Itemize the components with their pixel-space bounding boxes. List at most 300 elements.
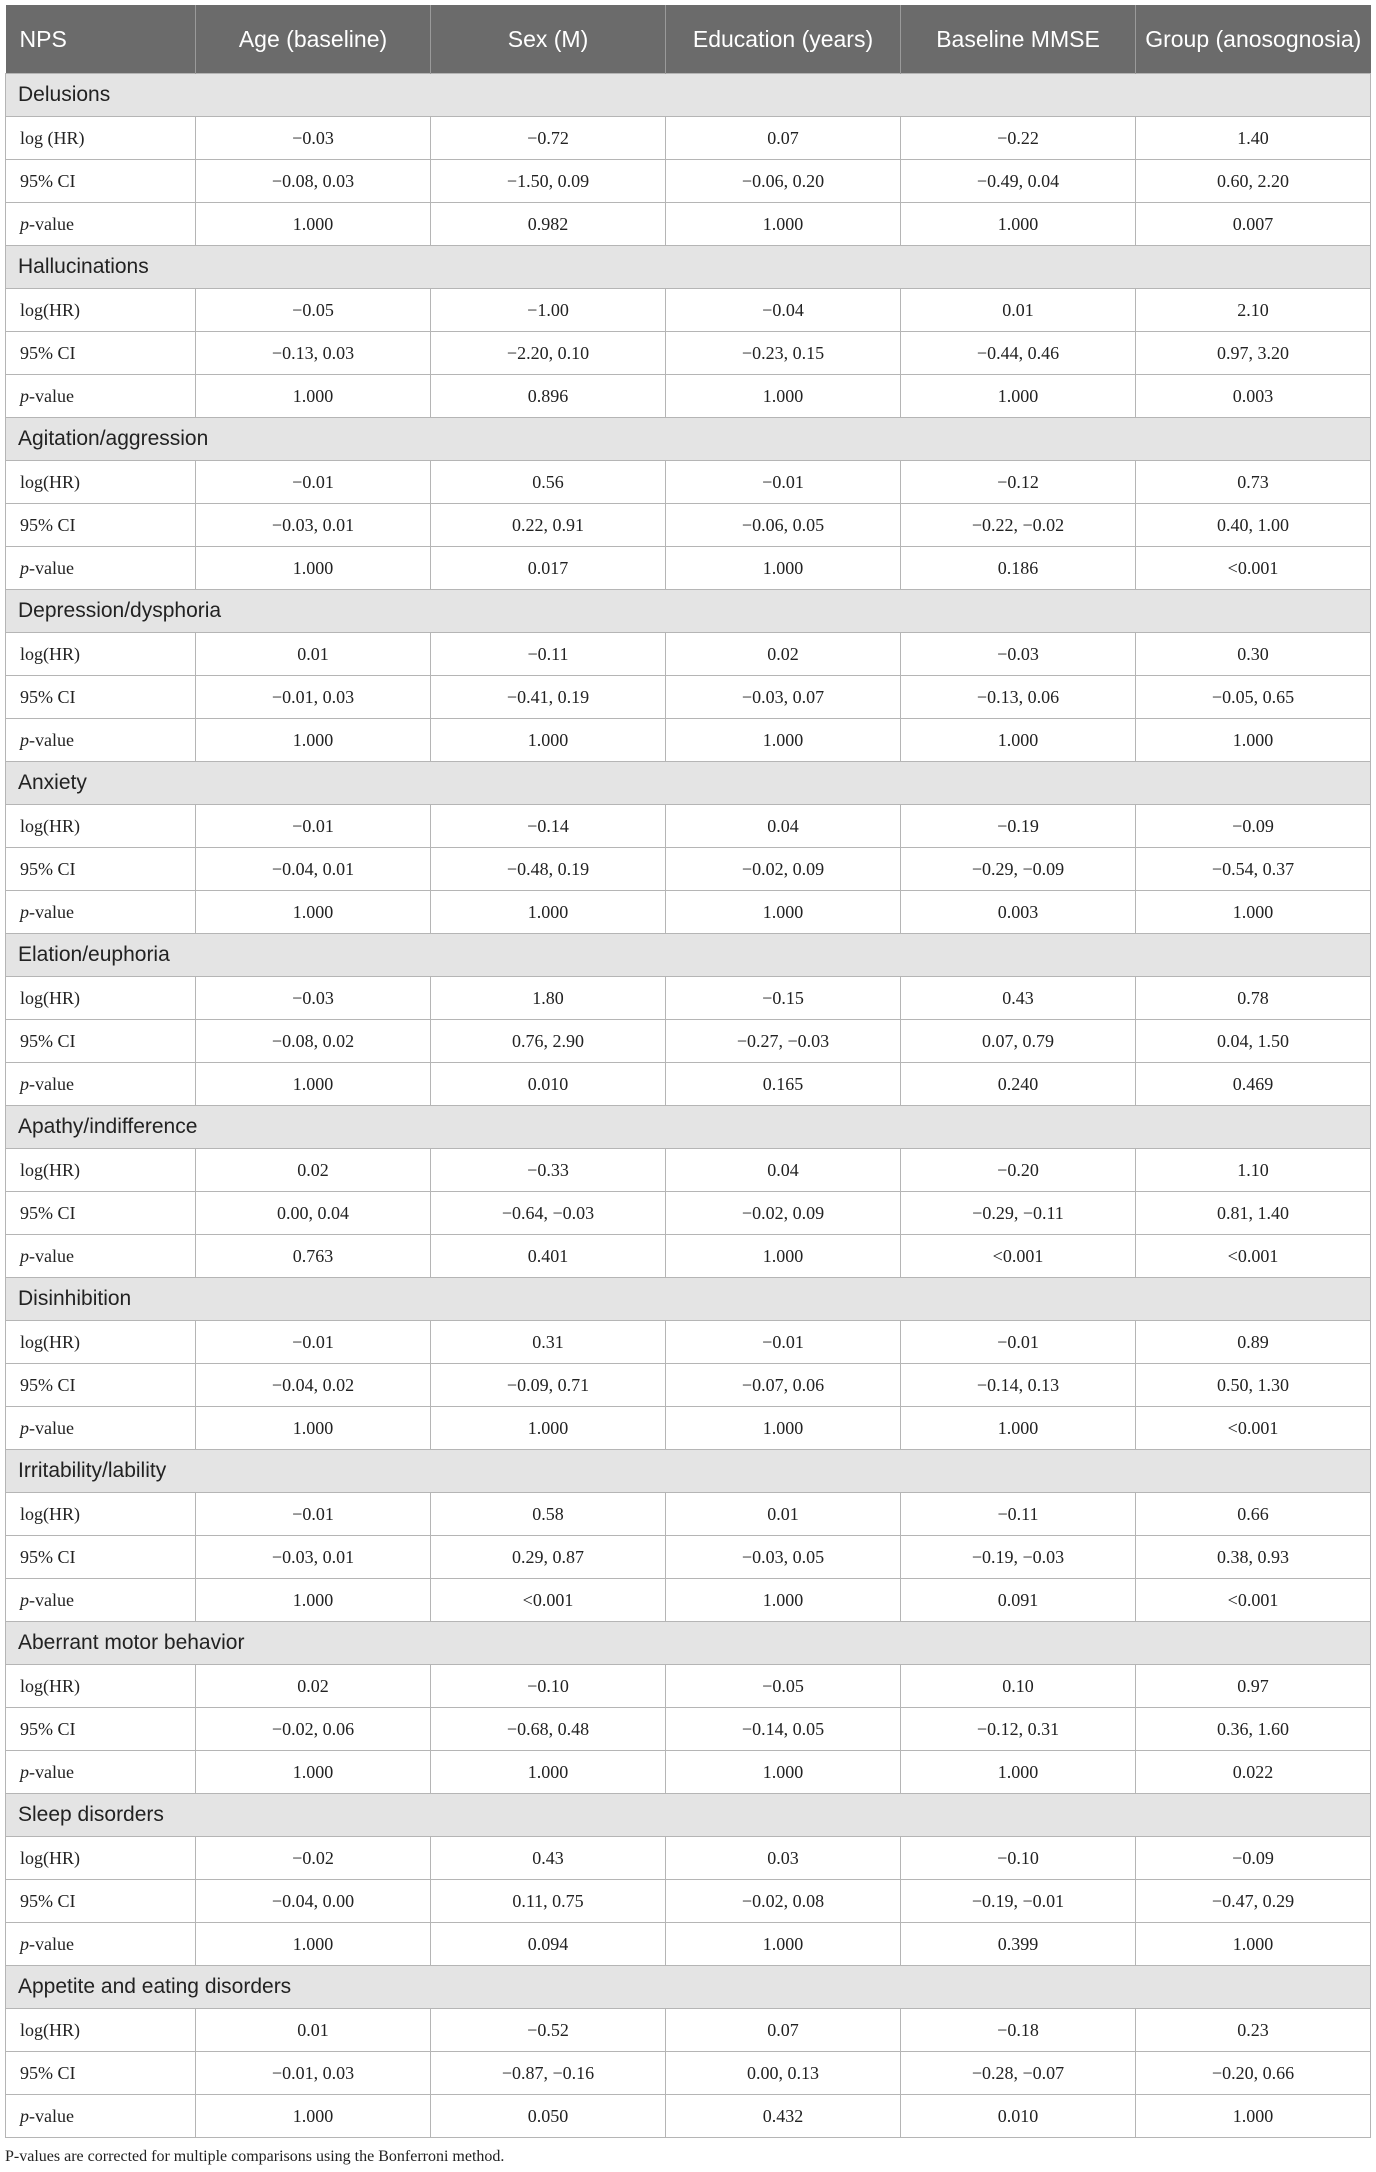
row-label [6,203,196,246]
row-label [6,891,196,934]
row-label [6,2095,196,2138]
table-cell: 1.10 [1136,1149,1371,1192]
table-cell: −0.68, 0.48 [431,1708,666,1751]
row-label [6,719,196,762]
table-cell: 0.04 [666,805,901,848]
row-label: log(HR) [6,1665,196,1708]
table-cell: 0.02 [196,1665,431,1708]
table-cell: 1.000 [431,719,666,762]
table-cell: −0.64, −0.03 [431,1192,666,1235]
table-row [6,1149,1371,1192]
row-label [6,1235,196,1278]
table-cell: −0.22, −0.02 [901,504,1136,547]
row-label-rest: -value [29,729,74,750]
table-row [6,1665,1371,1708]
table-cell: 0.003 [1136,375,1371,418]
table-row [6,332,1371,375]
row-label: log(HR) [6,805,196,848]
group-header-row [6,1622,1371,1665]
row-label-rest: -value [29,1417,74,1438]
row-label-italic: p [20,557,29,578]
row-label-rest: -value [29,1245,74,1266]
table-row [6,1493,1371,1536]
table-cell: −0.18 [901,2009,1136,2052]
table-cell: −0.09 [1136,805,1371,848]
table-row [6,1880,1371,1923]
table-cell: 1.000 [196,1751,431,1794]
table-cell: −2.20, 0.10 [431,332,666,375]
table-cell: 0.401 [431,1235,666,1278]
table-cell: −1.50, 0.09 [431,160,666,203]
header-cell: Baseline MMSE [901,5,1136,74]
table-row [6,2009,1371,2052]
table-cell: 1.000 [901,719,1136,762]
table-cell: 1.000 [431,1407,666,1450]
row-label-italic: p [20,729,29,750]
table-cell: 1.000 [196,1407,431,1450]
table-cell: 0.11, 0.75 [431,1880,666,1923]
header-cell: Sex (M) [431,5,666,74]
row-label [6,1923,196,1966]
table-cell: 1.000 [1136,719,1371,762]
table-cell: <0.001 [1136,1235,1371,1278]
table-cell: −0.47, 0.29 [1136,1880,1371,1923]
row-label: 95% CI [6,1880,196,1923]
table-cell: −0.05, 0.65 [1136,676,1371,719]
table-cell: 0.07 [666,2009,901,2052]
table-cell: −0.01 [196,805,431,848]
row-label: log(HR) [6,1321,196,1364]
table-cell: −0.11 [431,633,666,676]
table-cell: 1.000 [666,1235,901,1278]
row-label-italic: p [20,213,29,234]
table-cell: −0.01, 0.03 [196,2052,431,2095]
table-cell: −0.02, 0.08 [666,1880,901,1923]
table-cell: −0.48, 0.19 [431,848,666,891]
table-cell: −1.00 [431,289,666,332]
table-cell: 0.01 [666,1493,901,1536]
table-cell: −0.04, 0.02 [196,1364,431,1407]
table-cell: 0.03 [666,1837,901,1880]
group-header-row [6,1106,1371,1149]
table-cell: −0.13, 0.03 [196,332,431,375]
table-cell: 1.000 [196,547,431,590]
row-label: 95% CI [6,1192,196,1235]
table-cell: 0.22, 0.91 [431,504,666,547]
table-cell: 0.02 [666,633,901,676]
row-label: log(HR) [6,977,196,1020]
table-row [6,1364,1371,1407]
table-cell: −0.19, −0.01 [901,1880,1136,1923]
row-label: 95% CI [6,2052,196,2095]
table-cell: −0.12, 0.31 [901,1708,1136,1751]
table-cell: 1.000 [666,719,901,762]
table-cell: −0.49, 0.04 [901,160,1136,203]
row-label: log(HR) [6,1837,196,1880]
table-cell: 1.40 [1136,117,1371,160]
row-label: log(HR) [6,1149,196,1192]
table-cell: 0.56 [431,461,666,504]
table-cell: 1.000 [196,2095,431,2138]
table-cell: 1.000 [901,1751,1136,1794]
row-label: log(HR) [6,2009,196,2052]
table-cell: 0.38, 0.93 [1136,1536,1371,1579]
table-cell: 0.07 [666,117,901,160]
header-cell: Education (years) [666,5,901,74]
row-label-italic: p [20,1417,29,1438]
table-cell: 0.022 [1136,1751,1371,1794]
table-row [6,1923,1371,1966]
table-cell: −0.44, 0.46 [901,332,1136,375]
row-label-italic: p [20,385,29,406]
group-name: Sleep disorders [6,1794,1371,1837]
table-cell: −0.01 [901,1321,1136,1364]
table-cell: 0.29, 0.87 [431,1536,666,1579]
table-cell: −0.72 [431,117,666,160]
table-cell: −0.13, 0.06 [901,676,1136,719]
header-row [6,5,1371,74]
table-row [6,633,1371,676]
table-row [6,1579,1371,1622]
table-row [6,891,1371,934]
table-cell: 1.000 [196,1579,431,1622]
row-label-rest: -value [29,557,74,578]
table-row [6,1751,1371,1794]
table-cell: −0.29, −0.09 [901,848,1136,891]
table-cell: 1.000 [901,1407,1136,1450]
table-cell: 1.000 [1136,891,1371,934]
table-cell: <0.001 [901,1235,1136,1278]
table-row [6,1407,1371,1450]
table-cell: 0.00, 0.13 [666,2052,901,2095]
group-header-row [6,246,1371,289]
table-cell: 1.000 [666,1579,901,1622]
table-cell: 0.76, 2.90 [431,1020,666,1063]
table-row [6,1321,1371,1364]
table-cell: 0.763 [196,1235,431,1278]
table-cell: 0.091 [901,1579,1136,1622]
table-cell: −0.03 [196,977,431,1020]
row-label: log(HR) [6,289,196,332]
table-cell: 0.399 [901,1923,1136,1966]
group-header-row [6,74,1371,117]
row-label-rest: -value [29,213,74,234]
group-header-row [6,762,1371,805]
table-cell: 1.000 [196,375,431,418]
table-row [6,1192,1371,1235]
table-cell: 0.66 [1136,1493,1371,1536]
table-cell: −0.19 [901,805,1136,848]
table-cell: −0.02, 0.09 [666,1192,901,1235]
row-label: 95% CI [6,160,196,203]
group-header-row [6,1794,1371,1837]
table-cell: −0.03, 0.07 [666,676,901,719]
table-cell: 1.000 [666,375,901,418]
table-cell: 0.89 [1136,1321,1371,1364]
table-row [6,805,1371,848]
table-cell: 0.81, 1.40 [1136,1192,1371,1235]
table-cell: 1.000 [901,203,1136,246]
table-cell: −0.01 [666,461,901,504]
table-cell: −0.02, 0.06 [196,1708,431,1751]
row-label-rest: -value [29,2105,74,2126]
table-cell: −0.04, 0.01 [196,848,431,891]
table-cell: 0.982 [431,203,666,246]
table-cell: −0.09, 0.71 [431,1364,666,1407]
table-cell: 0.36, 1.60 [1136,1708,1371,1751]
row-label [6,375,196,418]
table-cell: 0.003 [901,891,1136,934]
table-cell: −0.29, −0.11 [901,1192,1136,1235]
table-row [6,504,1371,547]
table-cell: 1.000 [431,891,666,934]
table-cell: −0.03 [196,117,431,160]
table-cell: −0.14 [431,805,666,848]
table-cell: 0.07, 0.79 [901,1020,1136,1063]
table-cell: 1.000 [196,1063,431,1106]
row-label-rest: -value [29,1073,74,1094]
table-row [6,461,1371,504]
table-cell: 0.04 [666,1149,901,1192]
table-cell: <0.001 [1136,1407,1371,1450]
table-cell: 0.02 [196,1149,431,1192]
table-cell: <0.001 [1136,1579,1371,1622]
table-cell: 0.01 [196,633,431,676]
table-row [6,1063,1371,1106]
group-name: Disinhibition [6,1278,1371,1321]
table-cell: 1.000 [1136,1923,1371,1966]
table-row [6,1536,1371,1579]
table-cell: 0.01 [196,2009,431,2052]
table-cell: −0.28, −0.07 [901,2052,1136,2095]
row-label [6,547,196,590]
results-table [5,5,1371,2138]
table-cell: −0.14, 0.05 [666,1708,901,1751]
table-cell: 1.000 [196,719,431,762]
table-cell: <0.001 [431,1579,666,1622]
row-label: 95% CI [6,332,196,375]
table-cell: −0.09 [1136,1837,1371,1880]
table-row [6,547,1371,590]
table-cell: <0.001 [1136,547,1371,590]
table-cell: 0.04, 1.50 [1136,1020,1371,1063]
table-row [6,977,1371,1020]
table-cell: −0.52 [431,2009,666,2052]
table-cell: 0.58 [431,1493,666,1536]
table-row [6,848,1371,891]
table-cell: −0.06, 0.05 [666,504,901,547]
row-label: log (HR) [6,117,196,160]
table-cell: 2.10 [1136,289,1371,332]
table-cell: −0.11 [901,1493,1136,1536]
group-header-row [6,1278,1371,1321]
table-cell: −0.01, 0.03 [196,676,431,719]
table-cell: −0.04, 0.00 [196,1880,431,1923]
table-cell: −0.33 [431,1149,666,1192]
table-cell: 1.000 [196,203,431,246]
table-cell: −0.01 [196,461,431,504]
table-row [6,719,1371,762]
group-name: Apathy/indifference [6,1106,1371,1149]
table-cell: −0.06, 0.20 [666,160,901,203]
table-cell: −0.02 [196,1837,431,1880]
table-cell: −0.20, 0.66 [1136,2052,1371,2095]
table-cell: 0.10 [901,1665,1136,1708]
table-cell: −0.08, 0.02 [196,1020,431,1063]
table-row [6,289,1371,332]
row-label-italic: p [20,1245,29,1266]
row-label: 95% CI [6,1708,196,1751]
table-cell: −0.04 [666,289,901,332]
table-cell: −0.22 [901,117,1136,160]
table-cell: −0.54, 0.37 [1136,848,1371,891]
table-cell: −0.03, 0.01 [196,1536,431,1579]
row-label: 95% CI [6,1020,196,1063]
table-cell: 0.432 [666,2095,901,2138]
group-name: Delusions [6,74,1371,117]
row-label-italic: p [20,901,29,922]
table-row [6,1235,1371,1278]
table-cell: −0.23, 0.15 [666,332,901,375]
table-cell: 0.094 [431,1923,666,1966]
table-cell: 0.73 [1136,461,1371,504]
table-cell: −0.03 [901,633,1136,676]
table-cell: 0.97, 3.20 [1136,332,1371,375]
table-cell: −0.10 [901,1837,1136,1880]
table-cell: −0.05 [196,289,431,332]
table-cell: 0.00, 0.04 [196,1192,431,1235]
table-cell: −0.14, 0.13 [901,1364,1136,1407]
row-label: log(HR) [6,633,196,676]
row-label: 95% CI [6,1364,196,1407]
table-cell: 0.01 [901,289,1136,332]
group-name: Aberrant motor behavior [6,1622,1371,1665]
table-cell: 0.78 [1136,977,1371,1020]
table-cell: 0.017 [431,547,666,590]
group-header-row [6,934,1371,977]
table-cell: −0.03, 0.05 [666,1536,901,1579]
group-header-row [6,1450,1371,1493]
table-row [6,1020,1371,1063]
table-cell: 0.50, 1.30 [1136,1364,1371,1407]
table-cell: 1.000 [666,1407,901,1450]
table-cell: 1.000 [666,203,901,246]
header-cell: Age (baseline) [196,5,431,74]
table-row [6,117,1371,160]
table-cell: 1.000 [666,1751,901,1794]
table-cell: 1.80 [431,977,666,1020]
group-name: Anxiety [6,762,1371,805]
group-name: Agitation/aggression [6,418,1371,461]
table-row [6,1708,1371,1751]
row-label: 95% CI [6,1536,196,1579]
table-cell: 0.010 [431,1063,666,1106]
row-label [6,1407,196,1450]
row-label: 95% CI [6,676,196,719]
table-cell: 0.896 [431,375,666,418]
row-label [6,1751,196,1794]
table-cell: −0.05 [666,1665,901,1708]
table-cell: 0.60, 2.20 [1136,160,1371,203]
table-cell: 0.43 [431,1837,666,1880]
table-cell: 1.000 [196,891,431,934]
table-cell: −0.03, 0.01 [196,504,431,547]
table-cell: −0.10 [431,1665,666,1708]
table-cell: 0.40, 1.00 [1136,504,1371,547]
row-label: log(HR) [6,1493,196,1536]
row-label-italic: p [20,1761,29,1782]
table-cell: −0.27, −0.03 [666,1020,901,1063]
row-label [6,1579,196,1622]
group-name: Hallucinations [6,246,1371,289]
table-cell: −0.19, −0.03 [901,1536,1136,1579]
table-cell: −0.41, 0.19 [431,676,666,719]
row-label-italic: p [20,1589,29,1610]
group-header-row [6,418,1371,461]
header-cell: NPS [6,5,196,74]
table-row [6,2052,1371,2095]
table-cell: 0.186 [901,547,1136,590]
table-cell: 0.23 [1136,2009,1371,2052]
table-cell: 0.30 [1136,633,1371,676]
row-label: log(HR) [6,461,196,504]
row-label: 95% CI [6,504,196,547]
group-name: Elation/euphoria [6,934,1371,977]
table-cell: −0.15 [666,977,901,1020]
table-footnote: P-values are corrected for multiple comparisons using the Bonferroni method. [5,2148,505,2165]
group-name: Irritability/lability [6,1450,1371,1493]
table-row [6,160,1371,203]
row-label-rest: -value [29,385,74,406]
table-row [6,1837,1371,1880]
row-label-rest: -value [29,901,74,922]
table-cell: −0.01 [196,1321,431,1364]
table-row [6,676,1371,719]
table-cell: 1.000 [666,547,901,590]
row-label-italic: p [20,1073,29,1094]
group-header-row [6,1966,1371,2009]
header-cell: Group (anosognosia) [1136,5,1371,74]
table-cell: 0.010 [901,2095,1136,2138]
table-row [6,2095,1371,2138]
row-label [6,1063,196,1106]
table-cell: 0.31 [431,1321,666,1364]
row-label-rest: -value [29,1589,74,1610]
row-label-italic: p [20,2105,29,2126]
table-cell: 1.000 [1136,2095,1371,2138]
group-name: Appetite and eating disorders [6,1966,1371,2009]
table-cell: 0.97 [1136,1665,1371,1708]
table-cell: −0.07, 0.06 [666,1364,901,1407]
table-body [6,74,1371,2138]
table-row [6,375,1371,418]
group-name: Depression/dysphoria [6,590,1371,633]
table-cell: −0.01 [666,1321,901,1364]
group-header-row [6,590,1371,633]
table-cell: −0.12 [901,461,1136,504]
table-cell: 1.000 [901,375,1136,418]
table-cell: −0.01 [196,1493,431,1536]
table-cell: 1.000 [666,1923,901,1966]
row-label-italic: p [20,1933,29,1954]
table-cell: 0.469 [1136,1063,1371,1106]
table-cell: −0.02, 0.09 [666,848,901,891]
table-cell: 0.007 [1136,203,1371,246]
row-label-rest: -value [29,1761,74,1782]
table-cell: 1.000 [431,1751,666,1794]
table-cell: 1.000 [666,891,901,934]
row-label-rest: -value [29,1933,74,1954]
